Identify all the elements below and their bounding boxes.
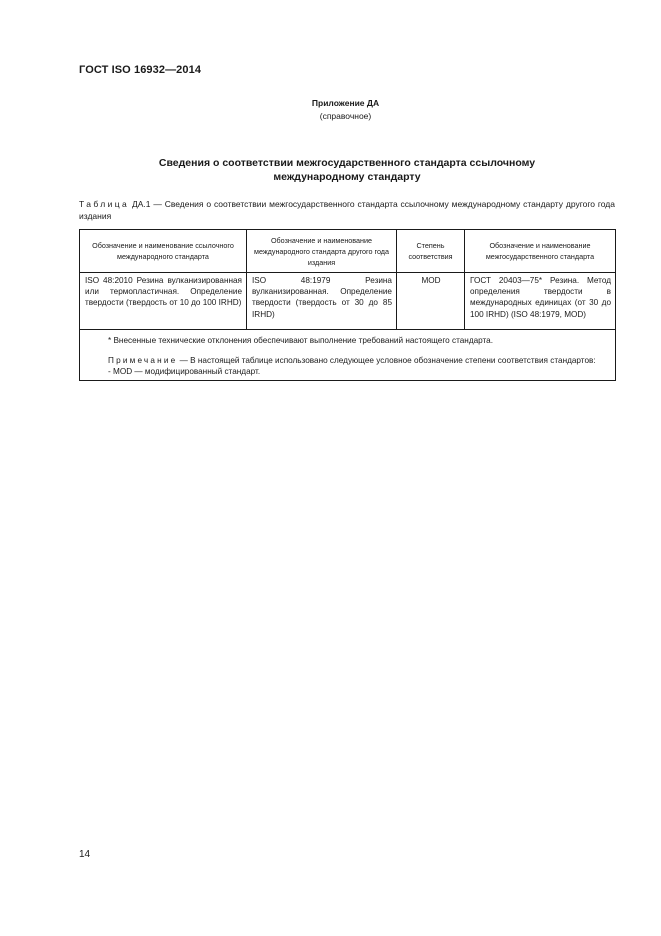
section-heading [79, 156, 615, 184]
document-code: ГОСТ ISO 16932—2014 [79, 64, 202, 76]
table-footnote: * Внесенные технические отклонения обеспечивают выполнение требований настоящего стандарта. [108, 336, 494, 345]
table-row [80, 273, 616, 330]
header-degree: Степень соответствия [397, 230, 465, 273]
header-reference-standard: Обозначение и наименование ссылочного международного стандарта [80, 230, 247, 273]
heading-line-2: международному стандарту [273, 171, 421, 183]
note-text: — В настоящей таблице использовано следующее условное обозначение степени соответствия стандартов: [177, 355, 596, 365]
cell-interstate-standard: ГОСТ 20403—75* Резина. Метод определения твердости в международных единицах (от 30 до 100 IRHD) (ISO 48:1979, MOD) [465, 273, 616, 330]
appendix-block [0, 97, 661, 123]
header-interstate-standard: Обозначение и наименование межгосударственного стандарта [465, 230, 616, 273]
note-label: Примечание [108, 355, 178, 365]
table-note [86, 355, 609, 367]
cell-reference-standard: ISO 48:2010 Резина вулканизированная или термопластичная. Определение твердости (твердость от 10 до 100 IRHD) [80, 273, 247, 330]
heading-line-1: Сведения о соответствии межгосударственного стандарта ссылочному [158, 157, 536, 169]
header-other-year-standard: Обозначение и наименование международного стандарта другого года издания [247, 230, 397, 273]
appendix-type: (справочное) [319, 111, 372, 121]
table-caption-label: Таблица [79, 199, 130, 209]
table-caption [79, 199, 615, 222]
page-number: 14 [79, 849, 91, 860]
cell-degree: MOD [397, 273, 465, 330]
note-legend: - MOD — модифицированный стандарт. [108, 367, 261, 376]
table-header-row [80, 230, 616, 273]
appendix-title: Приложение ДА [311, 98, 380, 108]
table-notes-row [80, 330, 616, 381]
table-notes [80, 330, 616, 381]
correspondence-table [79, 229, 616, 381]
cell-other-year-standard: ISO 48:1979 Резина вулканизированная. Определение твердости (твердость от 30 до 85 IRHD) [247, 273, 397, 330]
table-caption-text: ДА.1 — Сведения о соответствии межгосударственного стандарта ссылочному международному стандарту другого года издания [79, 199, 615, 221]
